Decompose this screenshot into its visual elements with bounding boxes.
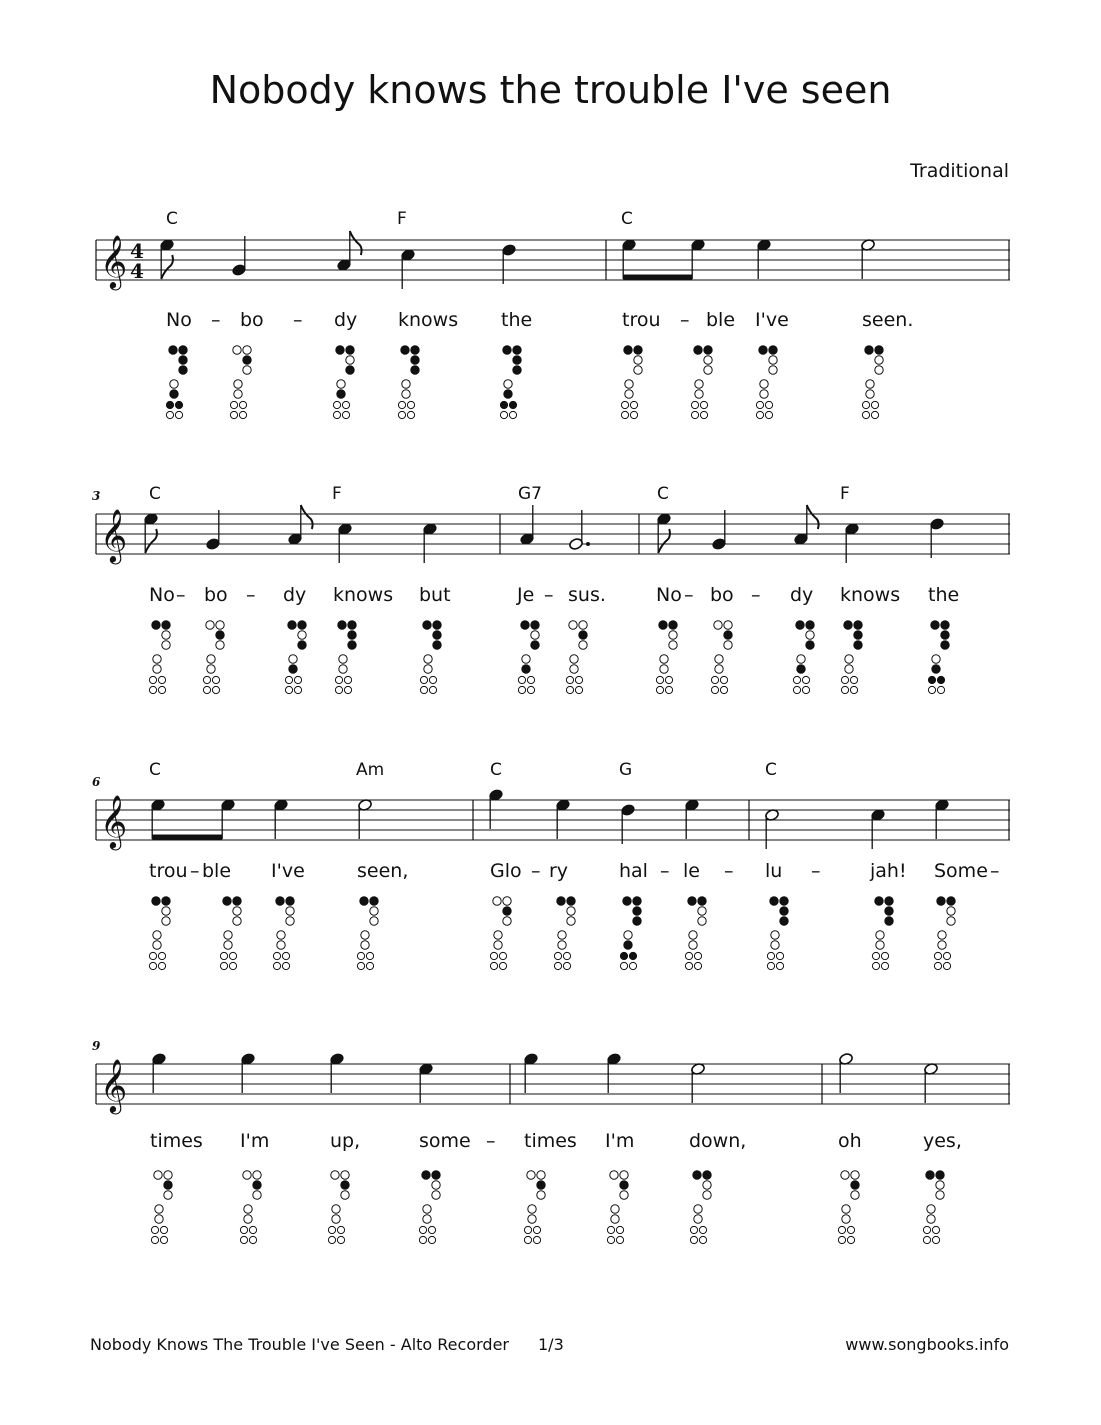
lyric-syllable: Glo <box>490 860 522 882</box>
lyric-syllable: yes, <box>923 1130 962 1152</box>
recorder-fingering-icon <box>841 621 862 694</box>
lyric-hyphen: – <box>211 309 221 331</box>
lyric-hyphen: – <box>531 860 541 882</box>
lyric-syllable: No <box>656 584 682 606</box>
lyric-syllable: I've <box>271 860 305 882</box>
note <box>621 238 636 279</box>
recorder-fingering-icon <box>285 621 306 694</box>
recorder-fingering-icon <box>838 1171 859 1244</box>
chord-symbol: C <box>765 760 777 780</box>
lyric-syllable: seen, <box>357 860 409 882</box>
recorder-fingering-icon <box>398 346 419 419</box>
note <box>756 238 771 279</box>
measure-number: 9 <box>92 1039 101 1053</box>
note <box>329 1052 344 1093</box>
chord-symbol: C <box>621 209 633 229</box>
recorder-fingering-icon <box>620 897 641 970</box>
note <box>844 522 859 563</box>
lyric-syllable: I'm <box>240 1130 270 1152</box>
chord-symbol: C <box>490 760 502 780</box>
recorder-fingering-icon <box>711 621 732 694</box>
lyric-hyphen: – <box>293 309 303 331</box>
lyric-syllable: bo <box>240 309 264 331</box>
lyric-syllable: sus. <box>568 584 606 606</box>
note <box>934 798 949 839</box>
treble-clef-icon: 𝄞 <box>100 508 128 562</box>
lyric-syllable: ble <box>706 309 736 331</box>
footer-website: www.songbooks.info <box>845 1335 1009 1354</box>
lyric-syllable: jah! <box>870 860 907 882</box>
lyric-hyphen: – <box>990 860 1000 882</box>
note <box>764 808 779 849</box>
note <box>336 231 361 272</box>
note <box>929 517 944 558</box>
chord-symbol: F <box>397 209 407 229</box>
note <box>422 522 437 563</box>
measure-number: 6 <box>92 775 101 789</box>
system-3 <box>92 760 1010 970</box>
chord-symbol: G7 <box>518 484 542 504</box>
recorder-fingering-icon <box>328 1171 349 1244</box>
system-4 <box>92 1039 1010 1244</box>
note <box>501 243 516 284</box>
note <box>656 512 671 553</box>
recorder-fingering-icon <box>690 1171 711 1244</box>
lyric-syllable: dy <box>790 584 814 606</box>
recorder-fingering-icon <box>420 621 441 694</box>
recorder-fingering-icon <box>419 1171 440 1244</box>
recorder-fingering-icon <box>149 897 170 970</box>
lyric-syllable: No <box>149 584 175 606</box>
lyric-syllable: but <box>419 584 451 606</box>
note <box>606 1052 621 1093</box>
lyric-syllable: times <box>524 1130 577 1152</box>
time-signature-denominator: 4 <box>130 259 144 283</box>
lyric-syllable: seen. <box>862 309 914 331</box>
recorder-fingering-icon <box>656 621 677 694</box>
note <box>870 808 885 849</box>
composer: Traditional <box>910 160 1009 182</box>
note <box>418 1062 433 1103</box>
note <box>568 510 590 551</box>
note <box>400 248 415 289</box>
lyric-syllable: I've <box>755 309 789 331</box>
note <box>838 1052 853 1093</box>
note <box>488 788 503 829</box>
lyric-hyphen: – <box>660 860 670 882</box>
system-2 <box>92 484 1010 694</box>
lyric-syllable: trou <box>622 309 661 331</box>
recorder-fingering-icon <box>149 621 170 694</box>
lyric-syllable: Je <box>517 584 535 606</box>
note <box>150 798 165 839</box>
lyric-hyphen: – <box>684 584 694 606</box>
note <box>151 1052 166 1093</box>
lyric-syllable: some <box>419 1130 471 1152</box>
recorder-fingering-icon <box>333 346 354 419</box>
note <box>711 510 726 551</box>
time-signature-numerator: 4 <box>130 239 144 263</box>
recorder-fingering-icon <box>554 897 575 970</box>
note <box>220 798 235 839</box>
recorder-fingering-icon <box>934 897 955 970</box>
note <box>793 505 818 546</box>
lyric-syllable: the <box>928 584 960 606</box>
recorder-fingering-icon <box>230 346 251 419</box>
treble-clef-icon: 𝄞 <box>100 794 128 848</box>
lyric-syllable: ry <box>549 860 569 882</box>
recorder-fingering-icon <box>691 346 712 419</box>
recorder-fingering-icon <box>685 897 706 970</box>
note <box>523 1052 538 1093</box>
chord-symbol: C <box>149 484 161 504</box>
lyric-syllable: I'm <box>605 1130 635 1152</box>
note <box>231 236 246 277</box>
recorder-fingering-icon <box>518 621 539 694</box>
lyric-hyphen: – <box>544 584 554 606</box>
note <box>860 238 875 279</box>
chord-symbol: F <box>840 484 850 504</box>
chord-symbol: Am <box>356 760 385 780</box>
recorder-fingering-icon <box>756 346 777 419</box>
recorder-fingering-icon <box>524 1171 545 1244</box>
note <box>159 238 174 279</box>
lyric-hyphen: – <box>190 860 200 882</box>
recorder-fingering-icon <box>240 1171 261 1244</box>
chord-symbol: C <box>657 484 669 504</box>
song-title: Nobody knows the trouble I've seen <box>209 68 892 112</box>
note <box>923 1062 938 1103</box>
recorder-fingering-icon <box>151 1171 172 1244</box>
note <box>684 798 699 839</box>
note <box>620 803 635 844</box>
lyric-syllable: bo <box>710 584 734 606</box>
recorder-fingering-icon <box>357 897 378 970</box>
lyric-syllable: knows <box>398 309 459 331</box>
recorder-fingering-icon <box>767 897 788 970</box>
lyric-syllable: le <box>683 860 700 882</box>
chord-symbol: C <box>166 209 178 229</box>
note <box>240 1052 255 1093</box>
lyric-syllable: times <box>150 1130 203 1152</box>
note <box>337 522 352 563</box>
lyric-syllable: dy <box>283 584 307 606</box>
lyric-syllable: ble <box>202 860 232 882</box>
recorder-fingering-icon <box>220 897 241 970</box>
recorder-fingering-icon <box>566 621 587 694</box>
recorder-fingering-icon <box>928 621 949 694</box>
recorder-fingering-icon <box>490 897 511 970</box>
chord-symbol: C <box>149 760 161 780</box>
lyric-syllable: oh <box>838 1130 862 1152</box>
note <box>690 1062 705 1103</box>
lyric-syllable: knows <box>840 584 901 606</box>
lyric-syllable: knows <box>333 584 394 606</box>
lyric-syllable: No <box>166 309 192 331</box>
system-1 <box>96 209 1010 419</box>
recorder-fingering-icon <box>273 897 294 970</box>
recorder-fingering-icon <box>872 897 893 970</box>
lyric-hyphen: – <box>176 584 186 606</box>
note <box>357 798 372 839</box>
measure-number: 3 <box>92 489 101 503</box>
recorder-fingering-icon <box>335 621 356 694</box>
note <box>205 510 220 551</box>
note <box>690 238 705 279</box>
lyric-syllable: dy <box>334 309 358 331</box>
note <box>519 505 534 546</box>
lyric-hyphen: – <box>751 584 761 606</box>
recorder-fingering-icon <box>166 346 187 419</box>
lyric-syllable: bo <box>204 584 228 606</box>
footer-song-instrument: Nobody Knows The Trouble I've Seen - Alto Recorder <box>90 1335 509 1354</box>
footer-page-number: 1/3 <box>538 1335 564 1354</box>
lyric-syllable: the <box>501 309 533 331</box>
treble-clef-icon: 𝄞 <box>100 1058 128 1112</box>
recorder-fingering-icon <box>500 346 521 419</box>
lyric-syllable: down, <box>689 1130 747 1152</box>
lyric-syllable: hal <box>619 860 648 882</box>
chord-symbol: F <box>332 484 342 504</box>
note <box>287 505 312 546</box>
recorder-fingering-icon <box>607 1171 628 1244</box>
note <box>555 798 570 839</box>
lyric-syllable: up, <box>330 1130 361 1152</box>
recorder-fingering-icon <box>203 621 224 694</box>
chord-symbol: G <box>619 760 633 780</box>
recorder-fingering-icon <box>793 621 814 694</box>
lyric-syllable: lu <box>765 860 783 882</box>
recorder-fingering-icon <box>862 346 883 419</box>
lyric-hyphen: – <box>811 860 821 882</box>
recorder-fingering-icon <box>621 346 642 419</box>
lyric-syllable: trou <box>149 860 188 882</box>
treble-clef-icon: 𝄞 <box>100 234 128 288</box>
lyric-hyphen: – <box>486 1130 496 1152</box>
lyric-hyphen: – <box>680 309 690 331</box>
note <box>273 798 288 839</box>
lyric-hyphen: – <box>724 860 734 882</box>
recorder-fingering-icon <box>923 1171 944 1244</box>
lyric-hyphen: – <box>246 584 256 606</box>
note <box>143 512 158 553</box>
lyric-syllable: Some <box>934 860 988 882</box>
